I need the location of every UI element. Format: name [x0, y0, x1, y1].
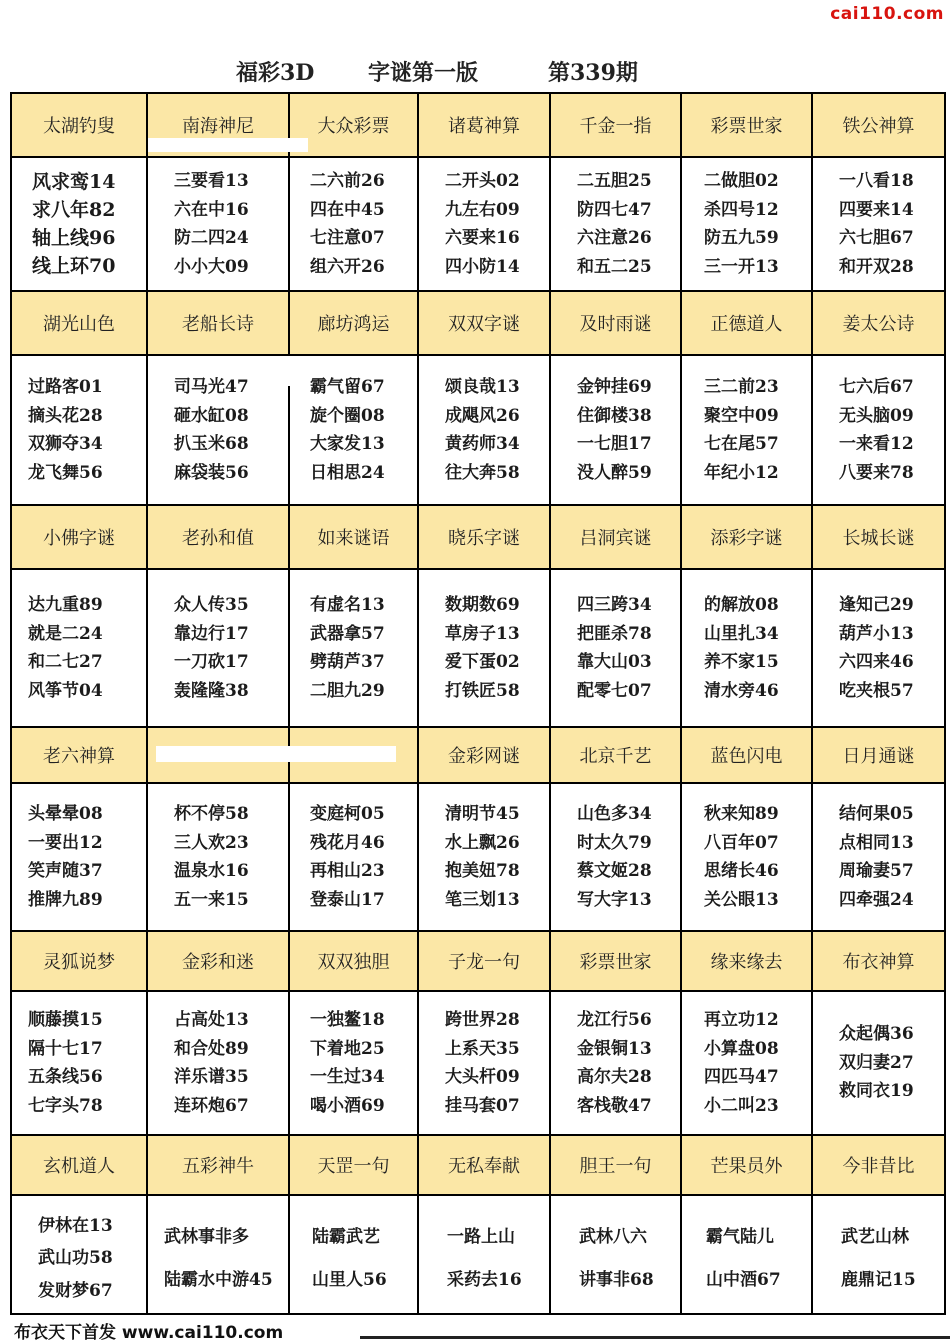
riddle-line: 双归妻27	[839, 1052, 914, 1073]
author-header-row	[12, 930, 944, 992]
riddle-cell	[417, 570, 549, 726]
riddle-cell	[146, 784, 288, 930]
riddle-cell	[811, 1196, 944, 1315]
riddle-line: 思绪长46	[704, 861, 779, 881]
riddle-line: 再立功12	[704, 1010, 779, 1030]
riddle-line: 没人醉59	[577, 462, 652, 483]
riddle-cell	[811, 158, 944, 290]
riddle-cell	[811, 784, 944, 930]
riddle-line: 麻袋装56	[174, 462, 249, 483]
riddle-line: 摘头花28	[28, 405, 103, 426]
riddle-line: 残花月46	[310, 832, 385, 853]
riddle-cell	[288, 784, 417, 930]
author-name: 彩票世家	[680, 94, 811, 156]
riddle-cell	[288, 356, 417, 504]
riddle-line: 住御楼38	[577, 405, 652, 426]
riddle-line: 数期数69	[445, 595, 520, 615]
riddle-line: 组六开26	[310, 256, 385, 277]
riddle-line: 风求鸾14	[32, 171, 116, 193]
riddle-line: 占高处13	[174, 1010, 249, 1030]
riddle-cell	[146, 992, 288, 1134]
riddle-line: 二开头02	[445, 171, 520, 191]
riddle-line: 山色多34	[577, 804, 652, 824]
riddle-line: 秋来知89	[704, 804, 779, 824]
author-name: 胆王一句	[549, 1136, 680, 1194]
riddle-line: 霸气留67	[310, 377, 385, 397]
riddle-cell	[12, 992, 146, 1134]
riddle-cell	[146, 158, 288, 290]
author-header-row	[12, 290, 944, 356]
riddle-line: 一七胆17	[577, 434, 652, 454]
riddle-line: 大头杆09	[445, 1067, 520, 1087]
riddle-line: 一来看12	[839, 434, 914, 454]
riddle-cell	[549, 356, 680, 504]
author-name: 南海神尼	[146, 94, 288, 156]
footer-note: 布衣天下首发 www.cai110.com	[14, 1323, 284, 1343]
riddle-cell	[12, 784, 146, 930]
riddle-content-row	[12, 1196, 944, 1315]
riddle-cell	[811, 356, 944, 504]
riddle-line: 司马光47	[174, 377, 249, 397]
riddle-cell	[146, 570, 288, 726]
author-name: 五彩神牛	[146, 1136, 288, 1194]
riddle-line: 八百年07	[704, 832, 779, 853]
riddle-line: 求八年82	[32, 199, 116, 221]
riddle-line: 喝小酒69	[310, 1095, 385, 1116]
riddle-line: 七字头78	[28, 1095, 103, 1116]
riddle-line: 变庭柯05	[310, 804, 385, 824]
riddle-line: 武艺山林	[841, 1227, 909, 1248]
riddle-line: 日相思24	[310, 462, 385, 483]
riddle-line: 大家发13	[310, 434, 385, 454]
author-name: 双双独胆	[288, 932, 417, 990]
author-name: 天罡一句	[288, 1136, 417, 1194]
riddle-line: 关公眼13	[704, 889, 779, 910]
riddle-line: 上系天35	[445, 1038, 520, 1059]
riddle-line: 小二叫23	[704, 1095, 779, 1116]
redaction-strip	[156, 746, 396, 762]
author-name: 千金一指	[549, 94, 680, 156]
riddle-cell	[811, 992, 944, 1134]
riddle-line: 武林事非多	[164, 1227, 249, 1248]
riddle-line: 伊林在13	[38, 1216, 113, 1237]
riddle-line: 鹿鼎记15	[841, 1269, 916, 1290]
riddle-line: 五条线56	[28, 1067, 103, 1087]
riddle-line: 六四来46	[839, 652, 914, 672]
riddle-line: 三二前23	[704, 377, 779, 397]
riddle-line: 救同衣19	[839, 1081, 914, 1102]
riddle-line: 龙飞舞56	[28, 462, 103, 483]
riddle-line: 四三跨34	[577, 595, 652, 615]
author-name: 玄机道人	[43, 1156, 115, 1177]
riddle-line: 顺藤摸15	[28, 1010, 103, 1030]
author-name: 廊坊鸿运	[288, 292, 417, 354]
author-name: 太湖钓叟	[43, 116, 115, 137]
author-name: 子龙一句	[417, 932, 549, 990]
riddle-cell	[549, 784, 680, 930]
riddle-line: 六注意26	[577, 228, 652, 248]
riddle-line: 四在中45	[310, 199, 385, 220]
riddle-line: 年纪小12	[704, 462, 779, 483]
author-name: 北京千艺	[549, 728, 680, 782]
riddle-line: 七在尾57	[704, 434, 779, 454]
riddle-line: 众起偶36	[839, 1024, 914, 1045]
riddle-line: 一刀砍17	[174, 652, 249, 672]
riddle-cell	[12, 356, 146, 504]
author-name: 芒果员外	[680, 1136, 811, 1194]
riddle-cell	[811, 570, 944, 726]
author-name: 缘来缘去	[680, 932, 811, 990]
riddle-cell	[680, 784, 811, 930]
redaction-strip	[288, 356, 294, 386]
riddle-cell	[417, 784, 549, 930]
author-name: 日月通谜	[811, 728, 944, 782]
author-name: 长城长谜	[811, 506, 944, 568]
riddle-line: 山里人56	[312, 1269, 387, 1290]
riddle-line: 发财梦67	[38, 1280, 113, 1301]
riddle-line: 的解放08	[704, 595, 779, 615]
riddle-line: 六在中16	[174, 199, 249, 220]
riddle-line: 连环炮67	[174, 1095, 249, 1116]
author-name: 湖光山色	[43, 314, 115, 335]
author-name: 老孙和值	[146, 506, 288, 568]
riddle-block-6	[12, 1134, 944, 1315]
riddle-line: 四牵强24	[839, 889, 914, 910]
riddle-line: 五一来15	[174, 889, 249, 910]
riddle-cell	[12, 158, 146, 290]
riddle-line: 防二四24	[174, 228, 249, 248]
riddle-line: 再相山23	[310, 861, 385, 881]
author-name: 正德道人	[680, 292, 811, 354]
author-name: 及时雨谜	[549, 292, 680, 354]
riddle-line: 采药去16	[447, 1269, 522, 1290]
riddle-line: 陆霸水中游45	[164, 1269, 273, 1290]
riddle-cell	[549, 570, 680, 726]
riddle-cell	[417, 1196, 549, 1315]
riddle-line: 轰隆隆38	[174, 680, 249, 701]
riddle-line: 一八看18	[839, 171, 914, 191]
riddle-cell	[549, 1196, 680, 1315]
riddle-line: 轴上线96	[32, 227, 116, 249]
author-header-row	[12, 504, 944, 570]
riddle-line: 吃夹根57	[839, 680, 914, 701]
riddle-line: 八要来78	[839, 462, 914, 483]
author-header-row	[12, 726, 944, 784]
author-name: 金彩网谜	[417, 728, 549, 782]
riddle-cell	[549, 992, 680, 1134]
riddle-line: 扒玉米68	[174, 434, 249, 454]
riddle-line: 三一开13	[704, 256, 779, 277]
riddle-cell	[417, 158, 549, 290]
author-name: 老船长诗	[146, 292, 288, 354]
riddle-line: 金银铜13	[577, 1038, 652, 1059]
riddle-line: 六要来16	[445, 228, 520, 248]
riddle-line: 三人欢23	[174, 832, 249, 853]
riddle-cell	[288, 992, 417, 1134]
riddle-line: 山里扎34	[704, 623, 779, 644]
riddle-cell	[680, 158, 811, 290]
riddle-cell	[288, 158, 417, 290]
riddle-line: 蔡文姬28	[577, 861, 652, 881]
riddle-line: 隔十七17	[28, 1038, 103, 1059]
riddle-line: 就是二24	[28, 623, 103, 644]
riddle-line: 六七胆67	[839, 228, 914, 248]
riddle-table	[10, 92, 946, 1315]
riddle-line: 众人传35	[174, 595, 249, 615]
riddle-cell	[12, 1196, 146, 1315]
riddle-line: 二做胆02	[704, 171, 779, 191]
author-name: 灵狐说梦	[43, 952, 115, 973]
riddle-line: 爱下蛋02	[445, 652, 520, 672]
riddle-line: 水上飘26	[445, 832, 520, 853]
riddle-line: 清水旁46	[704, 680, 779, 701]
page-title-edition: 字谜第一版	[368, 60, 479, 86]
riddle-cell	[417, 356, 549, 504]
riddle-line: 草房子13	[445, 623, 520, 644]
riddle-line: 二胆九29	[310, 680, 385, 701]
riddle-line: 和二七27	[28, 652, 103, 672]
author-name: 姜太公诗	[811, 292, 944, 354]
riddle-line: 推牌九89	[28, 889, 103, 910]
riddle-content-row	[12, 784, 944, 930]
author-name: 双双字谜	[417, 292, 549, 354]
riddle-cell	[680, 1196, 811, 1315]
riddle-block-2	[12, 290, 944, 504]
riddle-line: 笔三划13	[445, 889, 520, 910]
riddle-line: 下着地25	[310, 1038, 385, 1059]
author-name: 彩票世家	[549, 932, 680, 990]
riddle-line: 一要出12	[28, 832, 103, 853]
riddle-line: 点相同13	[839, 832, 914, 853]
riddle-line: 四小防14	[445, 256, 520, 277]
riddle-cell	[680, 570, 811, 726]
riddle-cell	[146, 356, 288, 504]
riddle-line: 龙江行56	[577, 1010, 652, 1030]
riddle-line: 过路客01	[28, 377, 103, 397]
riddle-content-row	[12, 158, 944, 290]
author-name: 金彩和迷	[146, 932, 288, 990]
riddle-line: 山中酒67	[706, 1269, 781, 1290]
riddle-line: 黄药师34	[445, 434, 520, 454]
author-name: 小佛字谜	[43, 528, 115, 549]
riddle-line: 三要看13	[174, 171, 249, 191]
author-name: 蓝色闪电	[680, 728, 811, 782]
riddle-line: 和开双28	[839, 256, 914, 277]
riddle-line: 和五二25	[577, 256, 652, 277]
riddle-line: 二六前26	[310, 171, 385, 191]
riddle-line: 无头脑09	[839, 405, 914, 426]
riddle-cell	[288, 1196, 417, 1315]
riddle-line: 讲事非68	[579, 1269, 654, 1290]
redaction-strip	[148, 138, 308, 152]
riddle-line: 抱美妞78	[445, 861, 520, 881]
riddle-line: 四匹马47	[704, 1067, 779, 1087]
riddle-line: 温泉水16	[174, 861, 249, 881]
author-name: 晓乐字谜	[417, 506, 549, 568]
riddle-line: 四要来14	[839, 199, 914, 220]
riddle-cell	[417, 992, 549, 1134]
riddle-block-1	[12, 94, 944, 290]
riddle-line: 葫芦小13	[839, 623, 914, 644]
riddle-cell	[549, 158, 680, 290]
riddle-line: 杀四号12	[704, 199, 779, 220]
riddle-line: 武山功58	[38, 1248, 113, 1269]
author-name: 布衣神算	[811, 932, 944, 990]
riddle-line: 防五九59	[704, 228, 779, 248]
riddle-cell	[146, 1196, 288, 1315]
riddle-line: 霸气陆儿	[706, 1227, 774, 1248]
riddle-line: 一独鳌18	[310, 1010, 385, 1030]
riddle-line: 周瑜妻57	[839, 861, 914, 881]
riddle-line: 武林八六	[579, 1227, 647, 1248]
riddle-content-row	[12, 570, 944, 726]
riddle-line: 防四七47	[577, 199, 652, 220]
riddle-line: 旋个圈08	[310, 405, 385, 426]
riddle-line: 养不家15	[704, 652, 779, 672]
riddle-line: 一路上山	[447, 1227, 515, 1248]
riddle-line: 有虚名13	[310, 595, 385, 615]
riddle-line: 把匪杀78	[577, 623, 652, 644]
riddle-line: 七六后67	[839, 377, 914, 397]
page-title-lottery: 福彩3D	[236, 60, 315, 86]
riddle-line: 小小大09	[174, 256, 249, 277]
riddle-line: 高尔夫28	[577, 1067, 652, 1087]
riddle-block-3	[12, 504, 944, 726]
riddle-line: 头晕晕08	[28, 804, 103, 824]
riddle-line: 洋乐谱35	[174, 1067, 249, 1087]
riddle-line: 九左右09	[445, 199, 520, 220]
riddle-line: 二五胆25	[577, 171, 652, 191]
riddle-line: 打铁匠58	[445, 680, 520, 701]
footer-rule	[360, 1336, 950, 1339]
riddle-cell	[12, 570, 146, 726]
riddle-line: 劈葫芦37	[310, 652, 385, 672]
riddle-line: 和合处89	[174, 1038, 249, 1059]
riddle-line: 挂马套07	[445, 1095, 520, 1116]
riddle-line: 靠边行17	[174, 623, 249, 644]
riddle-line: 双狮夺34	[28, 434, 103, 454]
riddle-line: 武器拿57	[310, 623, 385, 644]
riddle-line: 笑声随37	[28, 861, 103, 881]
riddle-line: 风筝节04	[28, 680, 103, 701]
riddle-line: 写大字13	[577, 889, 652, 910]
author-name: 如来谜语	[288, 506, 417, 568]
riddle-line: 靠大山03	[577, 652, 652, 672]
riddle-line: 往大奔58	[445, 462, 520, 483]
author-header-row	[12, 1134, 944, 1196]
riddle-line: 成飓风26	[445, 405, 520, 426]
riddle-line: 线上环70	[32, 255, 116, 277]
riddle-line: 登泰山17	[310, 889, 385, 910]
riddle-line: 小算盘08	[704, 1038, 779, 1059]
riddle-line: 陆霸武艺	[312, 1227, 380, 1248]
author-name: 添彩字谜	[680, 506, 811, 568]
riddle-line: 达九重89	[28, 595, 103, 615]
riddle-line: 一生过34	[310, 1067, 385, 1087]
riddle-line: 七注意07	[310, 228, 385, 248]
riddle-line: 时太久79	[577, 832, 652, 853]
riddle-content-row	[12, 356, 944, 504]
author-name: 诸葛神算	[417, 94, 549, 156]
riddle-line: 金钟挂69	[577, 377, 652, 397]
riddle-line: 颂良哉13	[445, 377, 520, 397]
riddle-block-5	[12, 930, 944, 1134]
riddle-line: 跨世界28	[445, 1010, 520, 1030]
author-name: 铁公神算	[811, 94, 944, 156]
author-name: 大众彩票	[288, 94, 417, 156]
author-name: 吕洞宾谜	[549, 506, 680, 568]
riddle-line: 结何果05	[839, 804, 914, 824]
riddle-line: 杯不停58	[174, 804, 249, 824]
page-header	[0, 56, 950, 90]
author-name: 无私奉献	[417, 1136, 549, 1194]
riddle-line: 聚空中09	[704, 405, 779, 426]
author-name: 今非昔比	[811, 1136, 944, 1194]
riddle-block-4	[12, 726, 944, 930]
riddle-cell	[680, 992, 811, 1134]
page-title-issue: 第339期	[548, 60, 638, 86]
riddle-line: 逢知己29	[839, 595, 914, 615]
riddle-cell	[288, 570, 417, 726]
riddle-line: 配零七07	[577, 680, 652, 701]
author-name: 老六神算	[43, 746, 115, 767]
riddle-line: 砸水缸08	[174, 405, 249, 426]
site-logo: cai110.com	[830, 4, 944, 24]
riddle-cell	[680, 356, 811, 504]
riddle-line: 清明节45	[445, 804, 520, 824]
riddle-content-row	[12, 992, 944, 1134]
riddle-line: 客栈敬47	[577, 1095, 652, 1116]
